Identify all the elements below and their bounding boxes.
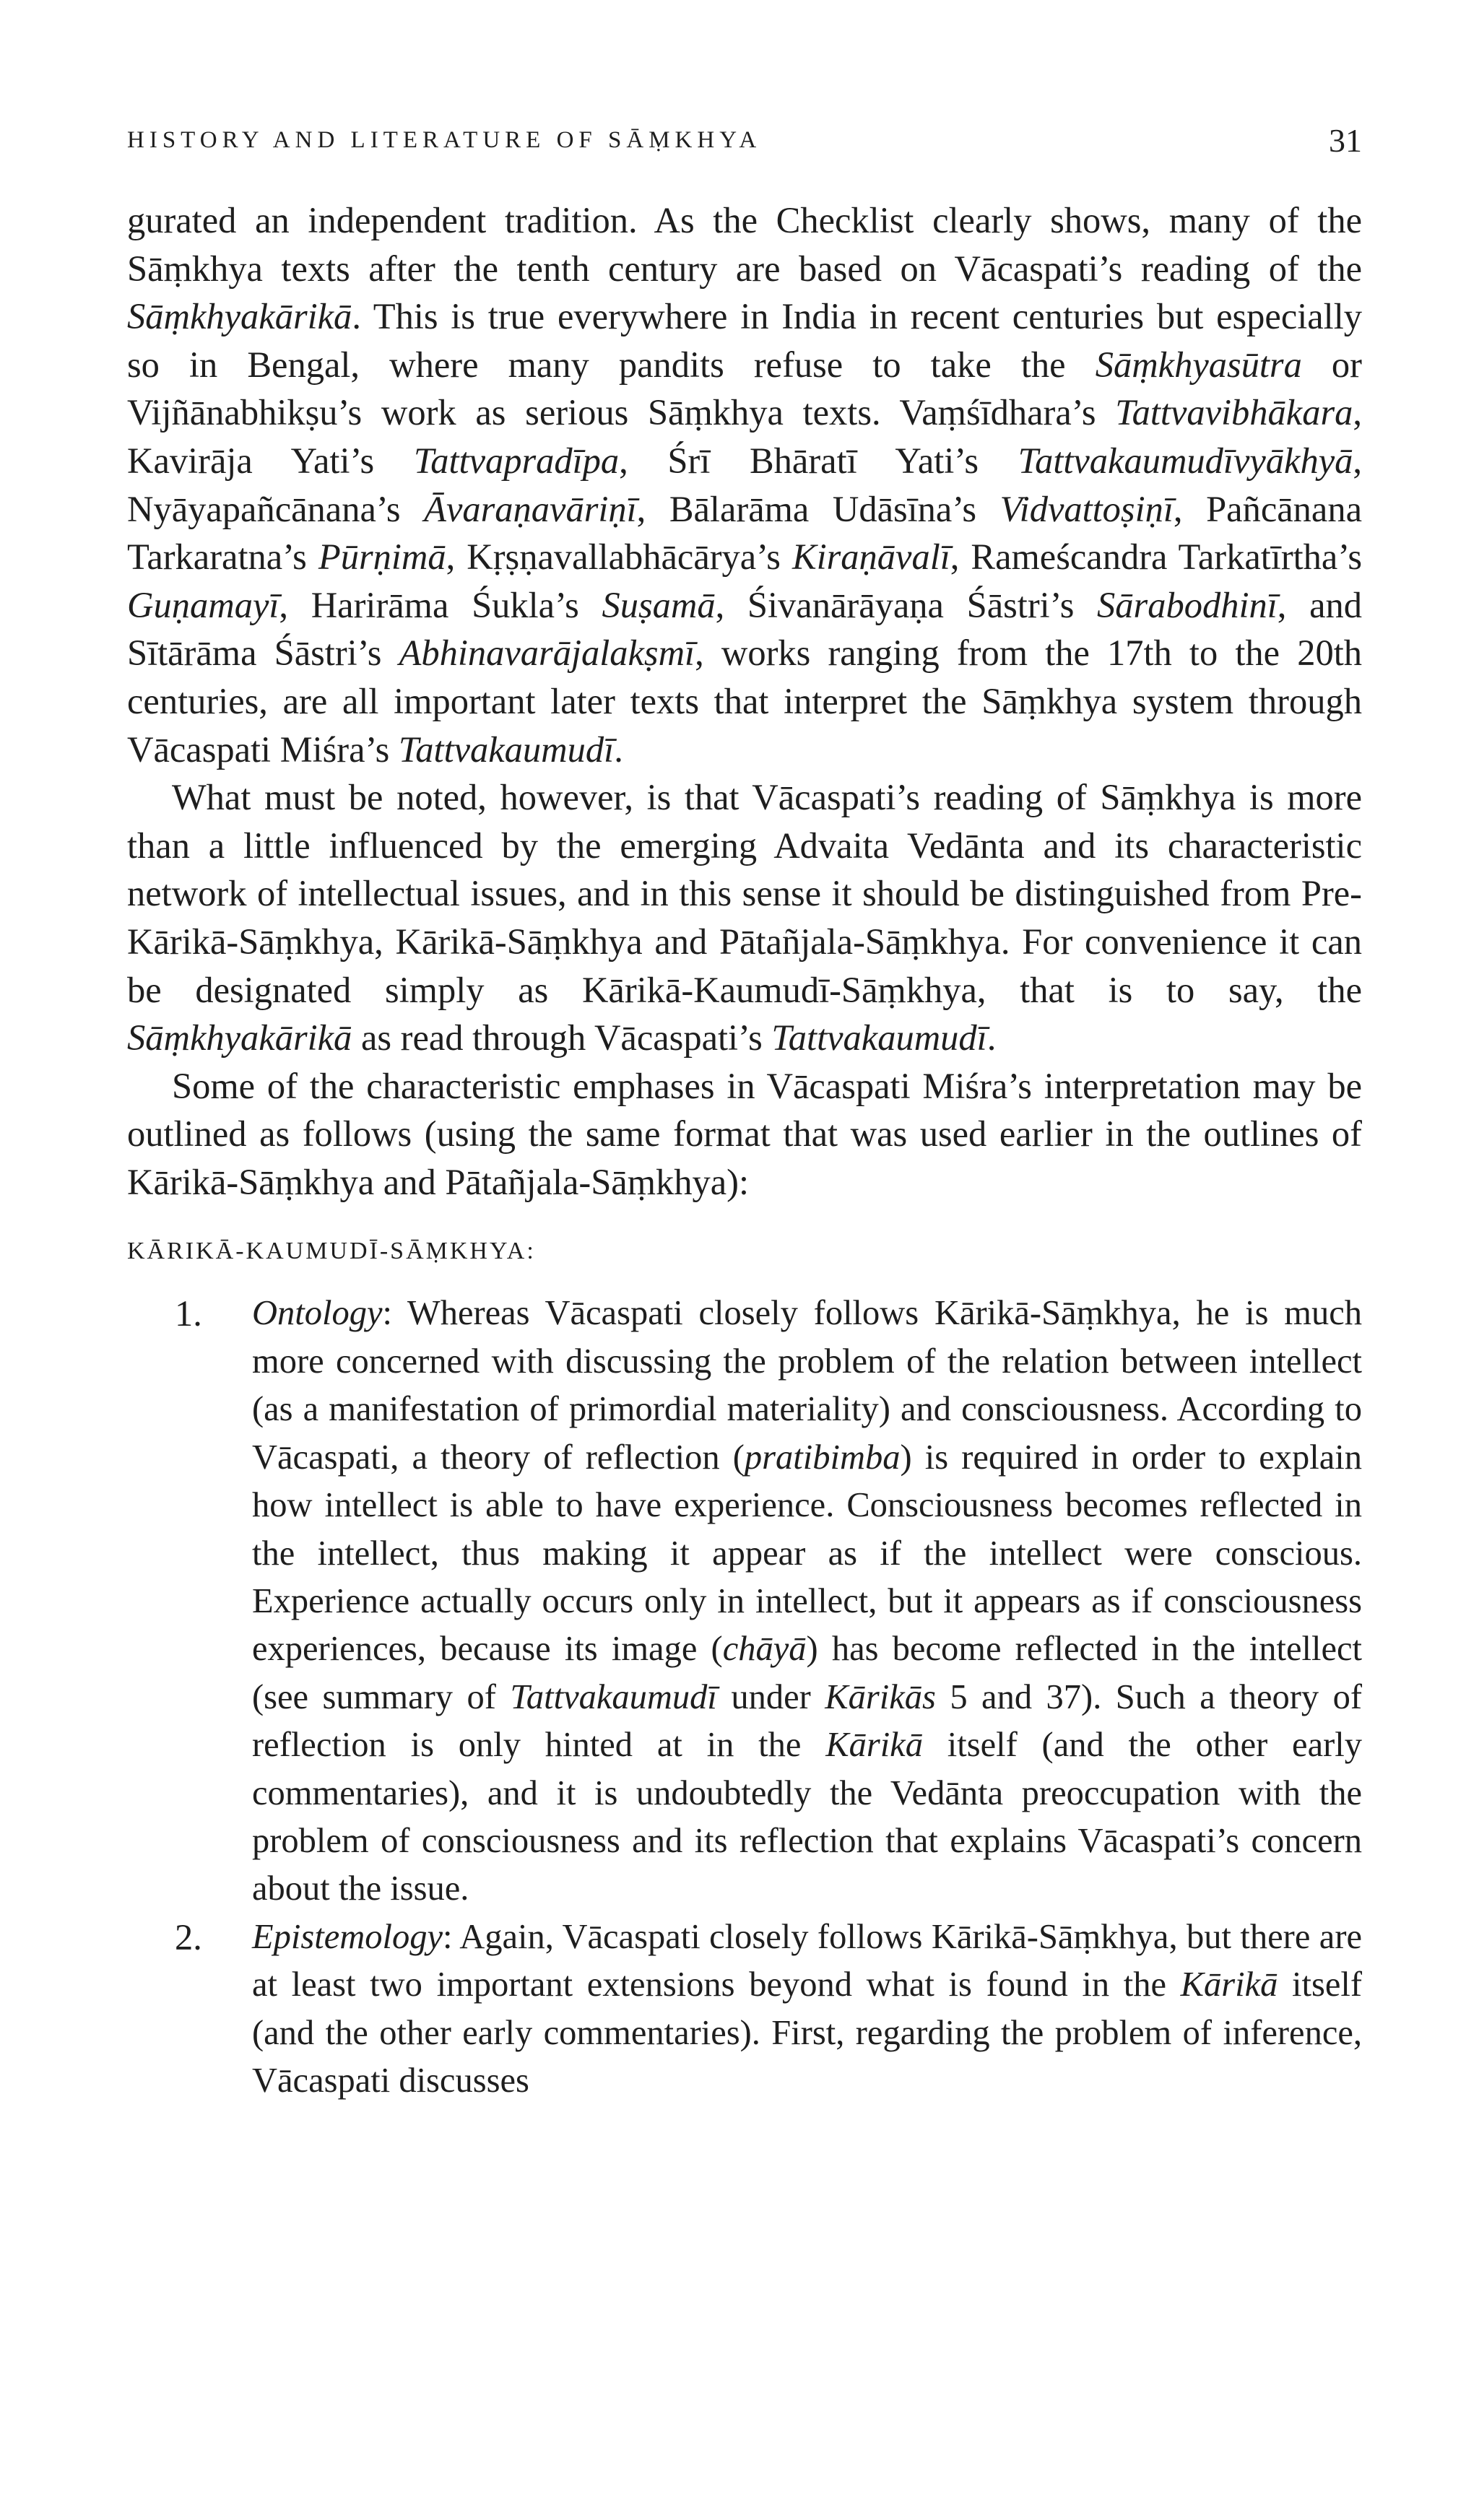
paragraph-2 [127,773,1362,1062]
text-run: or Vijñānabhikṣu’s work as serious Sāṃkhya texts. Vaṃśīdhara’s [127,344,1362,433]
text-run: itself (and the other early commentaries). First, regarding the problem of inference, Vācaspati discusses [252,1965,1362,2100]
italic-title: Suṣamā [602,584,716,625]
text-run: . [614,729,623,770]
text-run: ) is required in order to explain how intellect is able to have experience. Consciousness becomes reflected in the intellect, thus making it appear as if the intellect were conscious. Experience actually occurs only in intellect, but it appears as if consciousness experiences, because its image ( [252,1438,1362,1669]
italic-title: chāyā [722,1630,807,1669]
paragraph-1 [127,196,1362,773]
text-run: , Kavirāja Yati’s [127,392,1362,481]
italic-title: Abhinavarājalakṣmī [399,633,695,674]
italic-title: Āvaraṇavāriṇī [424,488,637,529]
list-item-text [252,1913,1362,2106]
text-run: , works ranging from the 17th to the 20th centuries, are all important later texts that interpret the Sāṃkhya system through Vācaspati Miśra’s [127,633,1362,770]
italic-title: Guṇamayī [127,584,279,625]
italic-title: Tattvakaumudī [771,1017,987,1059]
italic-title: Kārikā [825,1726,923,1765]
book-page [127,121,1362,2105]
text-run: . This is true everywhere in India in recent centuries but especially so in Bengal, where many pandits refuse to take the [127,296,1362,385]
italic-title: Tattvapradīpa [413,440,620,481]
text-run: 5 and 37). Such a theory of reflection is only hinted at in the [252,1677,1362,1765]
italic-title: Ontology [252,1294,383,1333]
page-number: 31 [1329,122,1362,159]
paragraph-3 [127,1062,1362,1207]
italic-title: pratibimba [744,1438,901,1477]
italic-title: Epistemology [252,1917,443,1956]
italic-title: Kiraṇāvalī [791,536,950,578]
list-item-number: 1. [175,1293,202,1334]
italic-title: Tattvavibhākara [1115,392,1353,433]
text-run: , Śrī Bhāratī Yati’s [619,440,1018,481]
text-run: : Whereas Vācaspati closely follows Kārikā-Sāṃkhya, he is much more concerned with discussing the problem of the relation between intellect (as a manifestation of primordial materiality) and consciousness. According to Vācaspati, a theory of reflection ( [252,1294,1362,1477]
text-run: , Kṛṣṇavallabhācārya’s [446,536,792,578]
text-run: , Nyāyapañcānana’s [127,440,1362,529]
list-item-ontology [127,1290,1362,1913]
text-run: What must be noted, however, is that Vācaspati’s reading of Sāṃkhya is more than a little influenced by the emerging Advaita Vedānta and its characteristic network of intellectual issues, and in this sense it should be distinguished from Pre-Kārikā-Sāṃkhya, Kārikā-Sāṃkhya and Pātañjala-Sāṃkhya. For convenience it can be designated simply as Kārikā-Kaumudī-Sāṃkhya, that is to say, the [127,777,1362,1010]
text-run: : Again, Vācaspati closely follows Kārikā-Sāṃkhya, but there are at least two important extensions beyond what is found in the [252,1917,1362,2004]
running-head-title: HISTORY AND LITERATURE OF SĀṂKHYA [127,127,762,153]
text-run: gurated an independent tradition. As the Checklist clearly shows, many of the Sāṃkhya texts after the tenth century are based on Vācaspati’s reading of the [127,200,1362,289]
italic-title: Kārikās [825,1677,936,1716]
text-run: as read through Vācaspati’s [352,1017,772,1059]
italic-title: Tattvakaumudī [398,729,615,770]
italic-title: Sārabodhinī [1097,584,1278,625]
list-item-text [252,1290,1362,1913]
text-run: under [716,1677,825,1716]
text-run: , and Sītārāma Śāstri’s [127,584,1363,674]
italic-title: Pūrṇimā [318,536,446,578]
text-run: ) has become reflected in the intellect (see summary of [252,1630,1362,1716]
text-run: , Harirāma Śukla’s [279,584,602,625]
italic-title: Sāṃkhyasūtra [1095,344,1302,385]
text-run: , Pañcānana Tarkaratna’s [127,488,1362,578]
text-run: , Śivanārāyaṇa Śāstri’s [715,584,1098,625]
text-run: itself (and the other early commentaries), and it is undoubtedly the Vedānta preoccupation with the problem of consciousness and its reflection that explains Vācaspati’s concern about the issue. [252,1726,1362,1908]
italic-title: Sāṃkhyakārikā [127,296,352,337]
italic-title: Sāṃkhyakārikā [127,1017,352,1059]
list-item-epistemology [127,1913,1362,2106]
text-run: Some of the characteristic emphases in Vācaspati Miśra’s interpretation may be outlined as follows (using the same format that was used earlier in the outlines of Kārikā-Sāṃkhya and Pātañjala-Sāṃkhya): [127,1065,1362,1202]
section-heading: KĀRIKĀ-KAUMUDĪ-SĀṂKHYA: [127,1238,536,1265]
list-item-number: 2. [175,1916,202,1958]
italic-title: Vidvattoṣiṇī [999,488,1174,529]
italic-title: Tattvakaumudīvyākhyā [1018,440,1353,481]
text-run: , Bālarāma Udāsīna’s [636,488,1000,529]
italic-title: Kārikā [1180,1965,1278,2004]
text-run: . [986,1017,997,1059]
running-head [127,121,1362,165]
italic-title: Tattvakaumudī [510,1677,717,1716]
text-run: , Rameścandra Tarkatīrtha’s [950,536,1363,578]
